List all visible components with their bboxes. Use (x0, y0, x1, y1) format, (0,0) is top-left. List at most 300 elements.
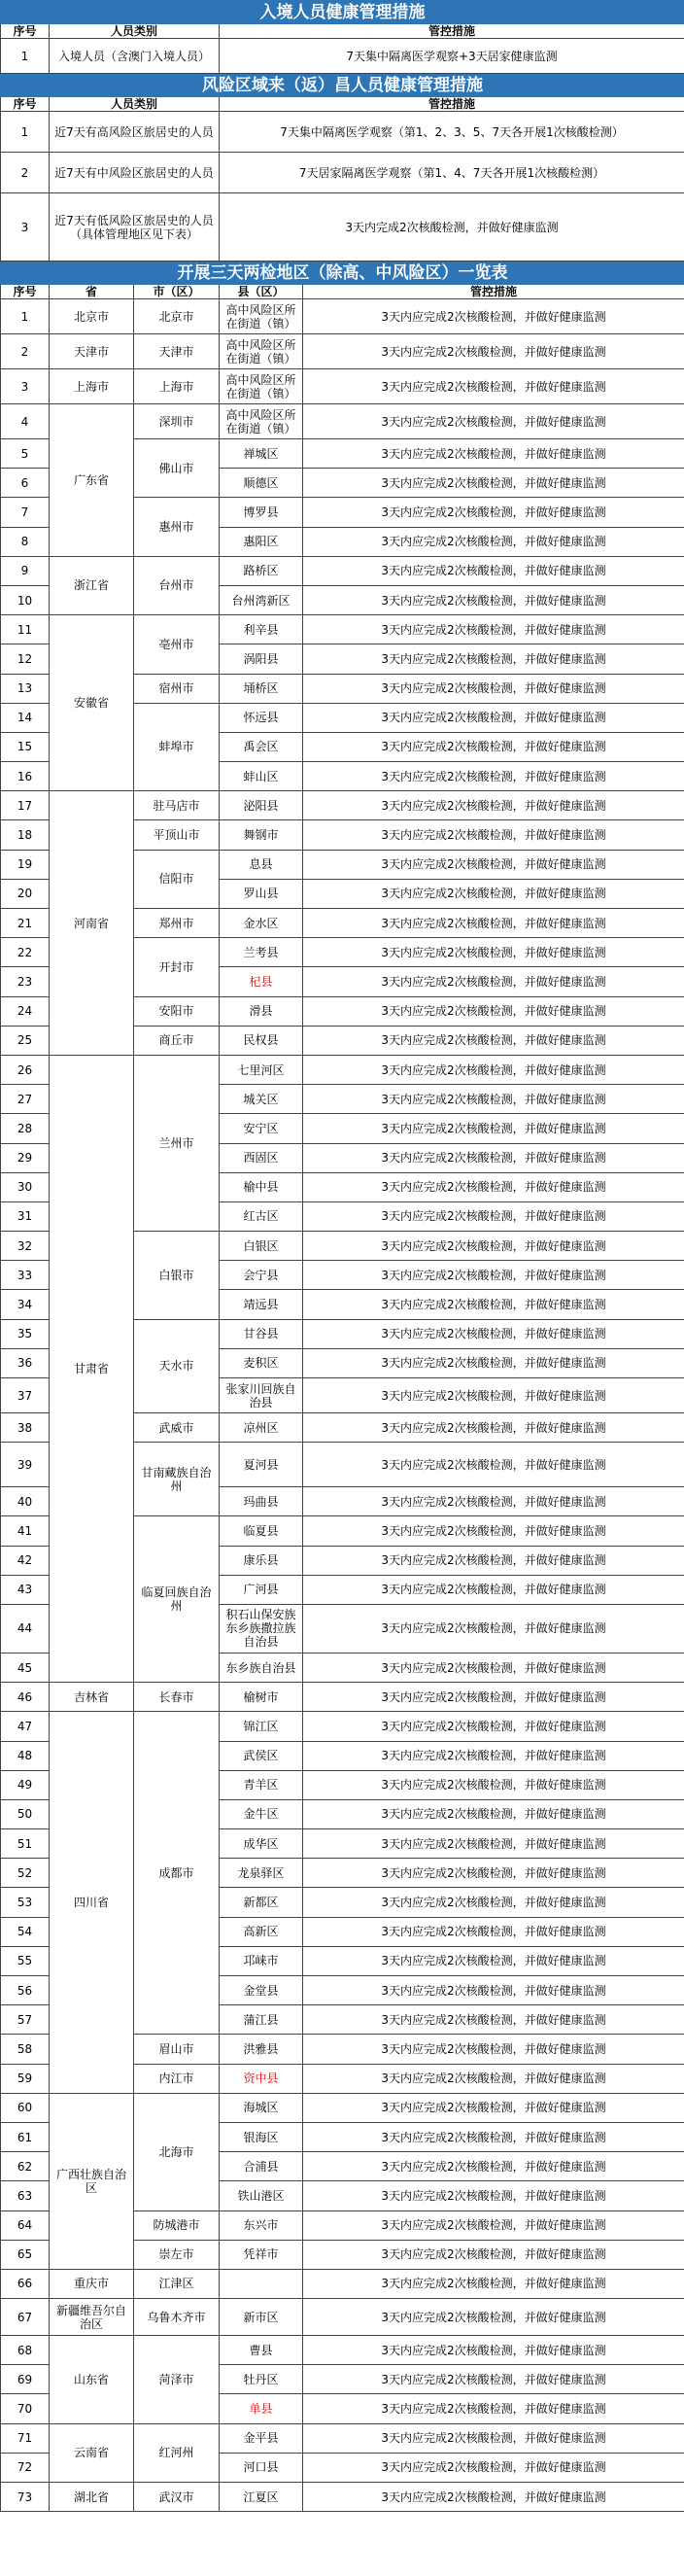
control-measure: 3天内应完成2次核酸检测，并做好健康监测 (303, 1085, 684, 1114)
county-name: 滑县 (220, 996, 303, 1026)
row-number: 50 (1, 1799, 50, 1828)
county-name: 东乡族自治县 (220, 1653, 303, 1682)
control-measure: 3天内应完成2次核酸检测，并做好健康监测 (303, 1741, 684, 1770)
province-name: 吉林省 (50, 1683, 134, 1712)
control-measure: 3天内应完成2次核酸检测，并做好健康监测 (303, 1516, 684, 1546)
row-number: 26 (1, 1055, 50, 1084)
control-measure: 3天内应完成2次核酸检测，并做好健康监测 (303, 2483, 684, 2512)
control-measure: 3天内应完成2次核酸检测，并做好健康监测 (303, 1653, 684, 1682)
control-measure: 3天内应完成2次核酸检测，并做好健康监测 (303, 527, 684, 556)
row-number: 3 (1, 193, 50, 261)
county-name: 泌阳县 (220, 791, 303, 820)
city-name: 上海市 (134, 369, 220, 404)
row-number: 18 (1, 820, 50, 850)
province-name: 河南省 (50, 791, 134, 1056)
header-row (1, 97, 684, 112)
table-row (1, 2483, 684, 2512)
column-header: 管控措施 (220, 97, 684, 112)
control-measure: 3天内应完成2次核酸检测，并做好健康监测 (303, 1859, 684, 1888)
control-measure: 3天内应完成2次核酸检测，并做好健康监测 (303, 1712, 684, 1741)
control-measure: 3天内应完成2次核酸检测，并做好健康监测 (303, 498, 684, 527)
table-row (1, 39, 684, 74)
row-number: 59 (1, 2064, 50, 2093)
county-name: 红古区 (220, 1201, 303, 1231)
row-number: 47 (1, 1712, 50, 1741)
table-row (1, 2299, 684, 2336)
control-measure: 3天内应完成2次核酸检测，并做好健康监测 (303, 556, 684, 585)
control-measure: 3天内应完成2次核酸检测，并做好健康监测 (303, 1946, 684, 1975)
row-number: 51 (1, 1829, 50, 1859)
person-category: 近7天有低风险区旅居史的人员（具体管理地区见下表） (50, 193, 220, 261)
table-row (1, 112, 684, 153)
county-name: 单县 (220, 2394, 303, 2423)
city-name: 台州市 (134, 556, 220, 614)
control-measure: 3天内应完成2次核酸检测，并做好健康监测 (303, 369, 684, 404)
control-measure: 3天内应完成2次核酸检测，并做好健康监测 (303, 703, 684, 732)
city-name: 白银市 (134, 1232, 220, 1320)
county-name: 七里河区 (220, 1055, 303, 1084)
row-number: 48 (1, 1741, 50, 1770)
control-measure: 3天内应完成2次核酸检测，并做好健康监测 (303, 2394, 684, 2423)
section-title: 入境人员健康管理措施 (1, 1, 684, 24)
county-name: 路桥区 (220, 556, 303, 585)
table-row (1, 556, 684, 585)
table-row (1, 369, 684, 404)
control-measure: 3天内应完成2次核酸检测，并做好健康监测 (303, 439, 684, 469)
county-name: 兰考县 (220, 938, 303, 967)
city-name: 郑州市 (134, 909, 220, 938)
row-number: 64 (1, 2210, 50, 2240)
county-name: 利辛县 (220, 615, 303, 644)
row-number: 7 (1, 498, 50, 527)
control-measure: 3天内应完成2次核酸检测，并做好健康监测 (303, 2093, 684, 2122)
control-measure: 3天内应完成2次核酸检测，并做好健康监测 (303, 1143, 684, 1172)
row-number: 22 (1, 938, 50, 967)
control-measure: 3天内应完成2次核酸检测，并做好健康监测 (303, 1348, 684, 1377)
city-name: 商丘市 (134, 1026, 220, 1055)
county-name: 凭祥市 (220, 2240, 303, 2269)
table-row (1, 2269, 684, 2298)
control-measure: 3天内应完成2次核酸检测，并做好健康监测 (303, 2152, 684, 2181)
header-row (1, 285, 684, 299)
county-name: 怀远县 (220, 703, 303, 732)
city-name: 信阳市 (134, 850, 220, 908)
control-measure: 3天内应完成2次核酸检测，并做好健康监测 (303, 1026, 684, 1055)
column-header: 序号 (1, 24, 50, 39)
county-name: 顺德区 (220, 469, 303, 498)
row-number: 57 (1, 2005, 50, 2035)
province-name: 湖北省 (50, 2483, 134, 2512)
control-measure: 3天内应完成2次核酸检测，并做好健康监测 (303, 1443, 684, 1487)
person-category: 入境人员（含澳门入境人员） (50, 39, 220, 74)
province-name: 甘肃省 (50, 1055, 134, 1682)
county-name: 龙泉驿区 (220, 1859, 303, 1888)
control-measure: 3天内应完成2次核酸检测，并做好健康监测 (303, 469, 684, 498)
row-number: 66 (1, 2269, 50, 2298)
row-number: 29 (1, 1143, 50, 1172)
control-measure: 3天内应完成2次核酸检测，并做好健康监测 (303, 938, 684, 967)
row-number: 54 (1, 1917, 50, 1946)
row-number: 10 (1, 585, 50, 614)
row-number: 2 (1, 334, 50, 369)
county-name: 舞钢市 (220, 820, 303, 850)
county-name: 甘谷县 (220, 1319, 303, 1348)
column-header: 管控措施 (303, 285, 684, 299)
table-row (1, 193, 684, 261)
row-number: 36 (1, 1348, 50, 1377)
row-number: 30 (1, 1172, 50, 1201)
row-number: 1 (1, 39, 50, 74)
city-name: 佛山市 (134, 439, 220, 498)
row-number: 68 (1, 2336, 50, 2365)
county-name: 玛曲县 (220, 1487, 303, 1516)
table-row (1, 615, 684, 644)
control-measure: 3天内应完成2次核酸检测，并做好健康监测 (303, 1114, 684, 1143)
row-number: 73 (1, 2483, 50, 2512)
table-row (1, 299, 684, 334)
control-measure: 3天内应完成2次核酸检测，并做好健康监测 (303, 820, 684, 850)
province-name: 安徽省 (50, 615, 134, 791)
control-measure: 3天内应完成2次核酸检测，并做好健康监测 (303, 1546, 684, 1575)
city-name: 北海市 (134, 2093, 220, 2210)
control-measure: 3天内应完成2次核酸检测，并做好健康监测 (303, 2240, 684, 2269)
county-name: 高中风险区所在街道（镇） (220, 404, 303, 439)
county-name: 高中风险区所在街道（镇） (220, 369, 303, 404)
row-number: 21 (1, 909, 50, 938)
control-measure: 3天内应完成2次核酸检测，并做好健康监测 (303, 2064, 684, 2093)
control-measure: 3天内应完成2次核酸检测，并做好健康监测 (303, 1917, 684, 1946)
control-measure: 3天内应完成2次核酸检测，并做好健康监测 (303, 644, 684, 674)
control-measure: 3天内应完成2次核酸检测，并做好健康监测 (303, 2365, 684, 2394)
section-title: 风险区域来（返）昌人员健康管理措施 (1, 74, 684, 97)
row-number: 58 (1, 2035, 50, 2064)
control-measure: 3天内应完成2次核酸检测，并做好健康监测 (303, 1888, 684, 1917)
county-name: 夏河县 (220, 1443, 303, 1487)
row-number: 67 (1, 2299, 50, 2336)
column-header: 市（区） (134, 285, 220, 299)
city-name: 兰州市 (134, 1055, 220, 1231)
table-row (1, 2336, 684, 2365)
county-name: 康乐县 (220, 1546, 303, 1575)
control-measure: 3天内应完成2次核酸检测，并做好健康监测 (303, 2035, 684, 2064)
province-name: 上海市 (50, 369, 134, 404)
control-measure: 3天内应完成2次核酸检测，并做好健康监测 (303, 2181, 684, 2210)
row-number: 69 (1, 2365, 50, 2394)
control-measure: 3天内应完成2次核酸检测，并做好健康监测 (303, 585, 684, 614)
county-name: 广河县 (220, 1575, 303, 1604)
column-header: 管控措施 (220, 24, 684, 39)
control-measure: 3天内应完成2次核酸检测，并做好健康监测 (303, 2122, 684, 2151)
county-name: 麦积区 (220, 1348, 303, 1377)
row-number: 39 (1, 1443, 50, 1487)
control-measure: 3天内应完成2次核酸检测，并做好健康监测 (303, 2299, 684, 2336)
city-name: 天水市 (134, 1319, 220, 1412)
city-name: 江津区 (134, 2269, 220, 2298)
county-name: 河口县 (220, 2453, 303, 2482)
table-row (1, 1055, 684, 1084)
control-measure: 3天内应完成2次核酸检测，并做好健康监测 (303, 1232, 684, 1261)
control-measure: 3天内应完成2次核酸检测，并做好健康监测 (303, 1770, 684, 1799)
county-name: 杞县 (220, 967, 303, 996)
row-number: 25 (1, 1026, 50, 1055)
county-name: 青羊区 (220, 1770, 303, 1799)
control-measure: 7天居家隔离医学观察（第1、4、7天各开展1次核酸检测） (220, 153, 684, 193)
column-header: 序号 (1, 285, 50, 299)
city-name: 天津市 (134, 334, 220, 369)
province-name: 重庆市 (50, 2269, 134, 2298)
row-number: 70 (1, 2394, 50, 2423)
table-row (1, 791, 684, 820)
row-number: 1 (1, 299, 50, 334)
county-name: 台州湾新区 (220, 585, 303, 614)
person-category: 近7天有中风险区旅居史的人员 (50, 153, 220, 193)
county-name: 新都区 (220, 1888, 303, 1917)
county-name: 成华区 (220, 1829, 303, 1859)
control-measure: 3天内应完成2次核酸检测，并做好健康监测 (303, 1604, 684, 1653)
row-number: 63 (1, 2181, 50, 2210)
section-banner (1, 74, 684, 97)
control-measure: 3天内应完成2次核酸检测，并做好健康监测 (303, 1799, 684, 1828)
county-name: 铁山港区 (220, 2181, 303, 2210)
control-measure: 3天内应完成2次核酸检测，并做好健康监测 (303, 2210, 684, 2240)
province-name: 广东省 (50, 404, 134, 557)
row-number: 2 (1, 153, 50, 193)
row-number: 62 (1, 2152, 50, 2181)
county-name: 城关区 (220, 1085, 303, 1114)
county-name: 高中风险区所在街道（镇） (220, 299, 303, 334)
control-measure: 7天集中隔离医学观察（第1、2、3、5、7天各开展1次核酸检测） (220, 112, 684, 153)
row-number: 38 (1, 1413, 50, 1443)
county-name: 锦江区 (220, 1712, 303, 1741)
county-name: 合浦县 (220, 2152, 303, 2181)
county-name: 榆中县 (220, 1172, 303, 1201)
row-number: 27 (1, 1085, 50, 1114)
city-name: 乌鲁木齐市 (134, 2299, 220, 2336)
row-number: 41 (1, 1516, 50, 1546)
county-name: 民权县 (220, 1026, 303, 1055)
section-banner (1, 261, 684, 285)
county-name: 武侯区 (220, 1741, 303, 1770)
row-number: 40 (1, 1487, 50, 1516)
county-name: 禹会区 (220, 732, 303, 761)
county-name: 凉州区 (220, 1413, 303, 1443)
row-number: 24 (1, 996, 50, 1026)
control-measure: 3天内应完成2次核酸检测，并做好健康监测 (303, 879, 684, 908)
county-name: 金牛区 (220, 1799, 303, 1828)
row-number: 56 (1, 1976, 50, 2005)
county-name: 息县 (220, 850, 303, 879)
row-number: 16 (1, 762, 50, 791)
row-number: 37 (1, 1378, 50, 1413)
row-number: 4 (1, 404, 50, 439)
row-number: 52 (1, 1859, 50, 1888)
control-measure: 7天集中隔离医学观察+3天居家健康监测 (220, 39, 684, 74)
control-measure: 3天内应完成2次核酸检测，并做好健康监测 (303, 1378, 684, 1413)
person-category: 近7天有高风险区旅居史的人员 (50, 112, 220, 153)
control-measure: 3天内应完成2次核酸检测，并做好健康监测 (303, 1976, 684, 2005)
county-name: 白银区 (220, 1232, 303, 1261)
row-number: 12 (1, 644, 50, 674)
row-number: 45 (1, 1653, 50, 1682)
table-row (1, 2093, 684, 2122)
county-name: 积石山保安族东乡族撒拉族自治县 (220, 1604, 303, 1653)
control-measure: 3天内应完成2次核酸检测，并做好健康监测 (303, 1683, 684, 1712)
county-name: 资中县 (220, 2064, 303, 2093)
control-measure: 3天内应完成2次核酸检测，并做好健康监测 (303, 404, 684, 439)
row-number: 5 (1, 439, 50, 469)
section-banner (1, 1, 684, 24)
city-name: 深圳市 (134, 404, 220, 439)
row-number: 28 (1, 1114, 50, 1143)
row-number: 46 (1, 1683, 50, 1712)
row-number: 44 (1, 1604, 50, 1653)
control-measure: 3天内应完成2次核酸检测，并做好健康监测 (303, 2336, 684, 2365)
county-name: 张家川回族自治县 (220, 1378, 303, 1413)
county-name: 会宁县 (220, 1261, 303, 1290)
control-measure: 3天内完成2次核酸检测，并做好健康监测 (220, 193, 684, 261)
row-number: 14 (1, 703, 50, 732)
city-name: 宿州市 (134, 674, 220, 703)
city-name: 亳州市 (134, 615, 220, 674)
row-number: 60 (1, 2093, 50, 2122)
county-name: 安宁区 (220, 1114, 303, 1143)
row-number: 32 (1, 1232, 50, 1261)
county-name: 金水区 (220, 909, 303, 938)
control-measure: 3天内应完成2次核酸检测，并做好健康监测 (303, 334, 684, 369)
province-name: 新疆维吾尔自治区 (50, 2299, 134, 2336)
city-name: 崇左市 (134, 2240, 220, 2269)
city-name: 蚌埠市 (134, 703, 220, 791)
county-name: 银海区 (220, 2122, 303, 2151)
section-title: 开展三天两检地区（除高、中风险区）一览表 (1, 261, 684, 285)
row-number: 1 (1, 112, 50, 153)
row-number: 20 (1, 879, 50, 908)
control-measure: 3天内应完成2次核酸检测，并做好健康监测 (303, 1290, 684, 1319)
control-measure: 3天内应完成2次核酸检测，并做好健康监测 (303, 732, 684, 761)
row-number: 23 (1, 967, 50, 996)
control-measure: 3天内应完成2次核酸检测，并做好健康监测 (303, 1055, 684, 1084)
control-measure: 3天内应完成2次核酸检测，并做好健康监测 (303, 2423, 684, 2453)
city-name: 成都市 (134, 1712, 220, 2035)
city-name: 防城港市 (134, 2210, 220, 2240)
city-name: 内江市 (134, 2064, 220, 2093)
county-name: 邛崃市 (220, 1946, 303, 1975)
column-header: 县（区） (220, 285, 303, 299)
control-measure: 3天内应完成2次核酸检测，并做好健康监测 (303, 1829, 684, 1859)
column-header: 序号 (1, 97, 50, 112)
county-name: 临夏县 (220, 1516, 303, 1546)
table-row (1, 334, 684, 369)
control-measure: 3天内应完成2次核酸检测，并做好健康监测 (303, 615, 684, 644)
county-name: 蚌山区 (220, 762, 303, 791)
row-number: 55 (1, 1946, 50, 1975)
county-name: 西固区 (220, 1143, 303, 1172)
control-measure: 3天内应完成2次核酸检测，并做好健康监测 (303, 967, 684, 996)
row-number: 31 (1, 1201, 50, 1231)
row-number: 65 (1, 2240, 50, 2269)
row-number: 33 (1, 1261, 50, 1290)
county-name: 牡丹区 (220, 2365, 303, 2394)
city-name: 惠州市 (134, 498, 220, 556)
control-measure: 3天内应完成2次核酸检测，并做好健康监测 (303, 674, 684, 703)
county-name: 曹县 (220, 2336, 303, 2365)
control-measure: 3天内应完成2次核酸检测，并做好健康监测 (303, 909, 684, 938)
row-number: 43 (1, 1575, 50, 1604)
county-name: 东兴市 (220, 2210, 303, 2240)
row-number: 72 (1, 2453, 50, 2482)
header-row (1, 24, 684, 39)
row-number: 6 (1, 469, 50, 498)
row-number: 8 (1, 527, 50, 556)
county-name: 海城区 (220, 2093, 303, 2122)
county-name: 高中风险区所在街道（镇） (220, 334, 303, 369)
county-name: 靖远县 (220, 1290, 303, 1319)
county-name: 埇桥区 (220, 674, 303, 703)
control-measure: 3天内应完成2次核酸检测，并做好健康监测 (303, 1261, 684, 1290)
city-name: 长春市 (134, 1683, 220, 1712)
city-name: 菏泽市 (134, 2336, 220, 2424)
row-number: 15 (1, 732, 50, 761)
province-name: 山东省 (50, 2336, 134, 2424)
county-name: 博罗县 (220, 498, 303, 527)
city-name: 武汉市 (134, 2483, 220, 2512)
row-number: 34 (1, 1290, 50, 1319)
row-number: 11 (1, 615, 50, 644)
city-name: 武威市 (134, 1413, 220, 1443)
county-name (220, 2269, 303, 2298)
province-name: 天津市 (50, 334, 134, 369)
table-row (1, 404, 684, 439)
control-measure: 3天内应完成2次核酸检测，并做好健康监测 (303, 1172, 684, 1201)
control-measure: 3天内应完成2次核酸检测，并做好健康监测 (303, 1575, 684, 1604)
county-name: 榆树市 (220, 1683, 303, 1712)
table-row (1, 153, 684, 193)
city-name: 安阳市 (134, 996, 220, 1026)
row-number: 3 (1, 369, 50, 404)
table-row (1, 1683, 684, 1712)
table-row (1, 1712, 684, 1741)
control-measure: 3天内应完成2次核酸检测，并做好健康监测 (303, 996, 684, 1026)
row-number: 35 (1, 1319, 50, 1348)
city-name: 眉山市 (134, 2035, 220, 2064)
control-measure: 3天内应完成2次核酸检测，并做好健康监测 (303, 2269, 684, 2298)
province-name: 北京市 (50, 299, 134, 334)
control-measure: 3天内应完成2次核酸检测，并做好健康监测 (303, 762, 684, 791)
control-measure: 3天内应完成2次核酸检测，并做好健康监测 (303, 1413, 684, 1443)
row-number: 61 (1, 2122, 50, 2151)
county-name: 惠阳区 (220, 527, 303, 556)
county-name: 金平县 (220, 2423, 303, 2453)
control-measure: 3天内应完成2次核酸检测，并做好健康监测 (303, 1201, 684, 1231)
county-name: 罗山县 (220, 879, 303, 908)
control-measure: 3天内应完成2次核酸检测，并做好健康监测 (303, 299, 684, 334)
city-name: 北京市 (134, 299, 220, 334)
row-number: 53 (1, 1888, 50, 1917)
county-name: 禅城区 (220, 439, 303, 469)
county-name: 涡阳县 (220, 644, 303, 674)
control-measure: 3天内应完成2次核酸检测，并做好健康监测 (303, 2005, 684, 2035)
table-row (1, 2423, 684, 2453)
row-number: 42 (1, 1546, 50, 1575)
city-name: 驻马店市 (134, 791, 220, 820)
row-number: 19 (1, 850, 50, 879)
control-measure: 3天内应完成2次核酸检测，并做好健康监测 (303, 850, 684, 879)
city-name: 平顶山市 (134, 820, 220, 850)
column-header: 人员类别 (50, 97, 220, 112)
province-name: 云南省 (50, 2423, 134, 2482)
column-header: 省 (50, 285, 134, 299)
county-name: 金堂县 (220, 1976, 303, 2005)
